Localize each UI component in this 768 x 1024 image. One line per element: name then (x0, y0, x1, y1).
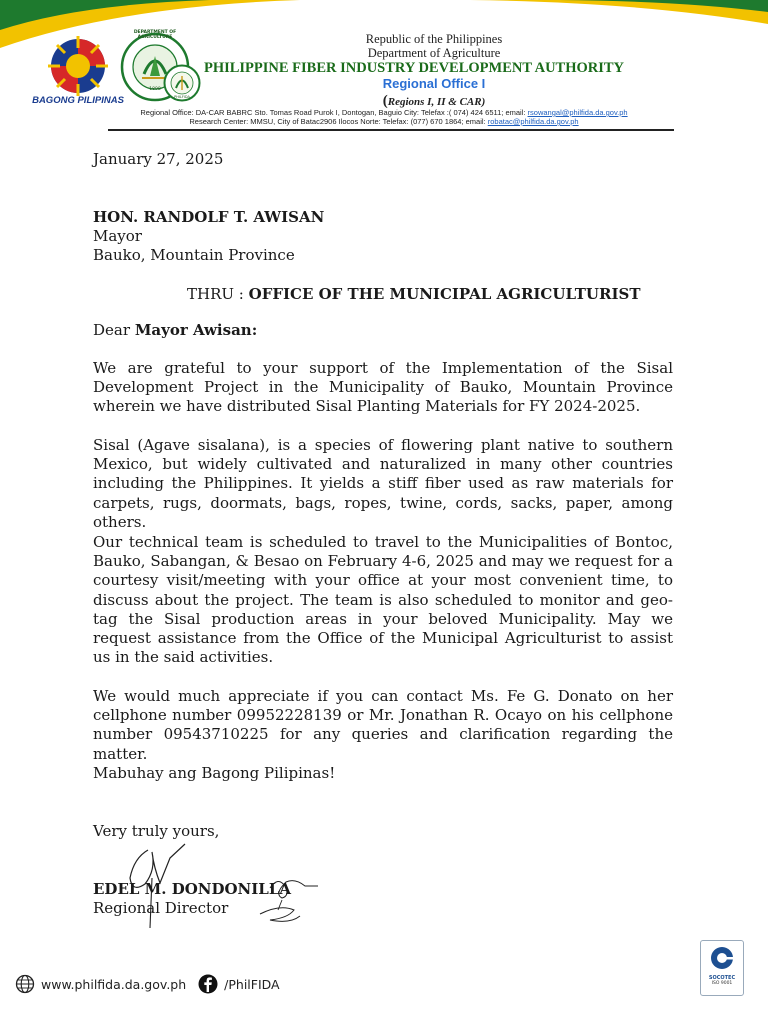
header-address-1 (84, 108, 684, 117)
recipient-name: HON. RANDOLF T. AWISAN (93, 208, 325, 226)
salutation-prefix: Dear (93, 321, 131, 339)
footer-facebook-link[interactable]: /PhilFIDA (224, 976, 280, 992)
bagong-pilipinas-logo (28, 28, 128, 108)
regions-paren: ( (382, 93, 388, 109)
recipient-title: Mayor (93, 227, 142, 245)
header-republic: Republic of the Philippines (365, 32, 503, 46)
da-seal-year: 1898 (149, 87, 161, 92)
facebook-icon (198, 974, 218, 994)
regional-office-email-link[interactable]: rsowangal@philfida.da.gov.ph (527, 108, 628, 117)
header-divider (108, 129, 674, 131)
address-line-2: Research Center: MMSU, City of Batac2906 Ilocos Norte: Telefax: (077) 670 1864; email: (189, 117, 486, 126)
philippine-sun-icon (28, 28, 128, 98)
thru-label: THRU : (187, 285, 244, 303)
complimentary-close: Very truly yours, (93, 822, 220, 840)
letter-date: January 27, 2025 (93, 150, 224, 168)
signatory-name: EDEL M. DONDONILLA (93, 880, 292, 898)
cert-brand: SOCOTEC (708, 975, 736, 981)
closing-line: Mabuhay ang Bagong Pilipinas! (93, 764, 336, 782)
body-paragraph-1: We are grateful to your support of the Implementation of the Sisal Development Project in the Municipality of Bauko, Mountain Province wherein we have distributed Sisal Planting Materials for FY 2024-2025. (93, 359, 673, 416)
body-paragraph-4: We would much appreciate if you can contact Ms. Fe G. Donato on her cellphone number 09952228139 or Mr. Jonathan R. Ocayo on his cellphone number 09543710225 for any queries and clarification regarding the matter. (93, 687, 673, 763)
regions-text: Regions I, II & CAR) (387, 96, 486, 108)
socotec-logo-icon (708, 945, 736, 971)
globe-icon (15, 974, 35, 994)
research-center-email-link[interactable]: robatac@philfida.da.gov.ph (487, 117, 579, 126)
recipient-place: Bauko, Mountain Province (93, 246, 295, 264)
footer-contacts (15, 974, 280, 994)
cert-standard: ISO 9001 (711, 981, 733, 986)
header-department: Department of Agriculture (367, 46, 501, 60)
thru-line (187, 285, 641, 305)
header-authority: PHILIPPINE FIBER INDUSTRY DEVELOPMENT AUTHORITY (203, 60, 625, 76)
salutation (93, 321, 257, 341)
salutation-name: Mayor Awisan: (134, 321, 258, 339)
footer-website-link[interactable]: www.philfida.da.gov.ph (41, 976, 187, 992)
thru-office: OFFICE OF THE MUNICIPAL AGRICULTURIST (248, 285, 641, 303)
body-paragraph-2: Sisal (Agave sisalana), is a species of flowering plant native to southern Mexico, but widely cultivated and naturalized in many other countries including the Philippines. It yields a stiff fiber used as raw materials for carpets, rugs, doormats, bags, ropes, twine, cords, sacks, paper, among others. (93, 436, 673, 531)
header-address-2 (84, 117, 684, 126)
da-seal-text: DEPARTMENT OF AGRICULTURE (133, 30, 177, 40)
philfida-seal-text: PHILFIDA (174, 95, 190, 99)
header-regional-office: Regional Office I (382, 76, 486, 91)
body-paragraph-3: Our technical team is scheduled to travel to the Municipalities of Bontoc, Bauko, Sabangan, & Besao on February 4-6, 2025 and may we request for a courtesy visit/meeting with your office at your most convenient time, to discuss about the project. The team is also scheduled to monitor and geo-tag the Sisal production areas in your beloved Municipality. May we request assistance from the Office of the Municipal Agriculturist to assist us in the said activities. (93, 533, 673, 667)
signatory-title: Regional Director (93, 899, 229, 917)
iso-certification-badge (700, 940, 744, 996)
bagong-pilipinas-text: BAGONG PILIPINAS (32, 95, 124, 106)
address-line-1: Regional Office: DA-CAR BABRC Sto. Tomas Road Purok I, Dontogan, Baguio City: Telefax :( 074) 424 6511; email: (140, 108, 526, 117)
